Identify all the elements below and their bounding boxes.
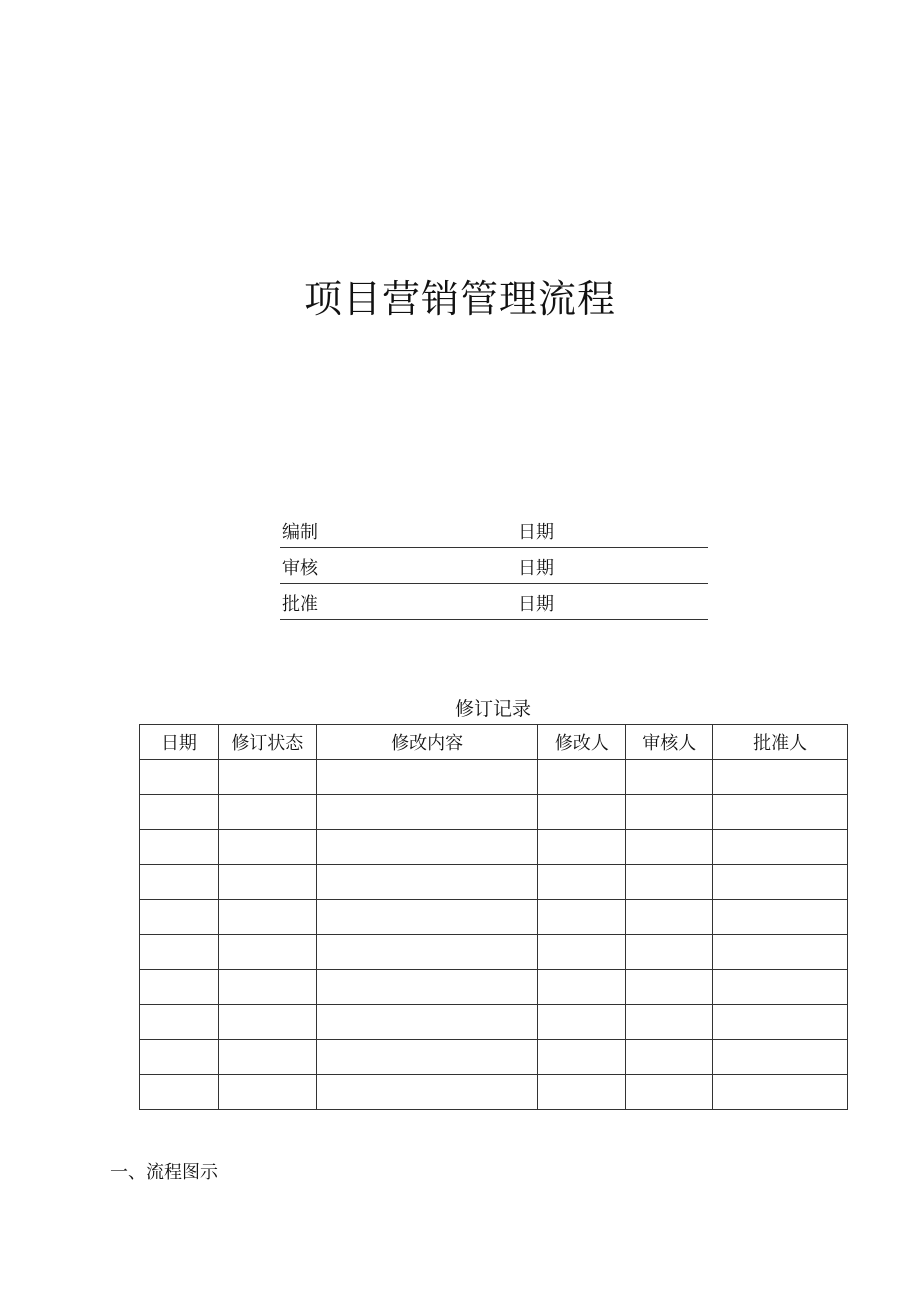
table-cell [218, 1075, 316, 1110]
col-header-status: 修订状态 [218, 725, 316, 760]
table-cell [538, 900, 626, 935]
table-cell [626, 1005, 713, 1040]
table-cell [140, 900, 219, 935]
table-cell [140, 865, 219, 900]
table-cell [538, 1075, 626, 1110]
table-cell [713, 935, 848, 970]
table-cell [218, 830, 316, 865]
table-row [140, 1075, 848, 1110]
table-cell [713, 970, 848, 1005]
table-cell [713, 795, 848, 830]
table-cell [140, 970, 219, 1005]
revision-body [140, 760, 848, 1110]
table-row [140, 900, 848, 935]
table-cell [316, 1075, 538, 1110]
table-cell [538, 935, 626, 970]
table-cell [316, 900, 538, 935]
table-cell [626, 1075, 713, 1110]
signoff-row-reviewed [280, 548, 708, 584]
signoff-label: 审核 [282, 558, 318, 579]
table-cell [316, 1040, 538, 1075]
table-cell [218, 1040, 316, 1075]
signoff-row-prepared [280, 512, 708, 548]
col-header-reviewer: 审核人 [626, 725, 713, 760]
signoff-label: 批准 [282, 594, 318, 615]
table-cell [140, 1005, 219, 1040]
signoff-block [280, 512, 708, 620]
table-row [140, 1005, 848, 1040]
table-cell [316, 760, 538, 795]
table-cell [713, 865, 848, 900]
col-header-modifier: 修改人 [538, 725, 626, 760]
table-cell [316, 795, 538, 830]
table-cell [713, 760, 848, 795]
table-cell [316, 1005, 538, 1040]
table-cell [140, 760, 219, 795]
table-cell [218, 935, 316, 970]
signoff-label: 编制 [282, 522, 318, 543]
table-cell [626, 970, 713, 1005]
table-cell [218, 760, 316, 795]
table-cell [713, 1040, 848, 1075]
table-cell [626, 865, 713, 900]
table-cell [538, 1040, 626, 1075]
table-cell [713, 830, 848, 865]
table-cell [538, 760, 626, 795]
revision-table [139, 724, 848, 1110]
signoff-date-label: 日期 [518, 594, 554, 615]
table-cell [316, 865, 538, 900]
table-cell [626, 1040, 713, 1075]
table-row [140, 760, 848, 795]
table-cell [713, 1075, 848, 1110]
revision-header-row [140, 725, 848, 760]
table-cell [218, 1005, 316, 1040]
table-cell [626, 795, 713, 830]
signoff-row-approved [280, 584, 708, 620]
table-cell [538, 830, 626, 865]
table-cell [218, 795, 316, 830]
table-row [140, 830, 848, 865]
table-cell [626, 760, 713, 795]
col-header-approver: 批准人 [713, 725, 848, 760]
table-cell [713, 900, 848, 935]
table-row [140, 970, 848, 1005]
table-cell [218, 900, 316, 935]
table-row [140, 865, 848, 900]
table-cell [140, 1040, 219, 1075]
signoff-date-label: 日期 [518, 522, 554, 543]
table-cell [140, 830, 219, 865]
table-cell [218, 865, 316, 900]
revision-title: 修订记录 [454, 698, 531, 720]
table-cell [626, 830, 713, 865]
col-header-content: 修改内容 [316, 725, 538, 760]
table-cell [626, 935, 713, 970]
table-cell [538, 970, 626, 1005]
table-row [140, 935, 848, 970]
section-heading-flowchart: 一、流程图示 [110, 1162, 218, 1183]
table-cell [140, 935, 219, 970]
table-row [140, 795, 848, 830]
table-cell [316, 970, 538, 1005]
table-cell [538, 1005, 626, 1040]
table-cell [713, 1005, 848, 1040]
table-cell [538, 865, 626, 900]
table-cell [538, 795, 626, 830]
table-cell [626, 900, 713, 935]
table-cell [316, 830, 538, 865]
table-cell [140, 795, 219, 830]
table-row [140, 1040, 848, 1075]
document-title: 项目营销管理流程 [303, 277, 616, 321]
table-cell [218, 970, 316, 1005]
table-cell [140, 1075, 219, 1110]
col-header-date: 日期 [140, 725, 219, 760]
signoff-date-label: 日期 [518, 558, 554, 579]
table-cell [316, 935, 538, 970]
